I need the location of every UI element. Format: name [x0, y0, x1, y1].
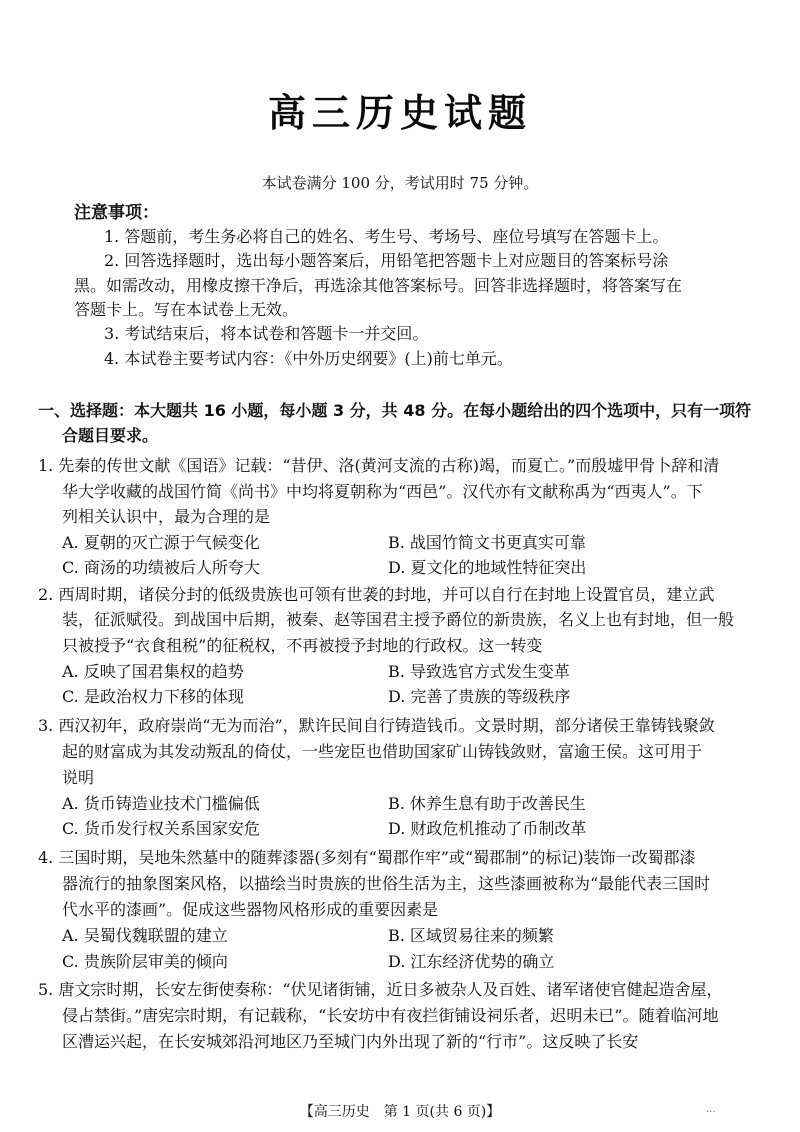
- question-2-option-c: C. 是政治权力下移的体现: [62, 687, 244, 706]
- question-1-option-a: A. 夏朝的灭亡源于气候变化: [62, 533, 260, 552]
- notice-line: 2. 回答选择题时，选出每小题答案后，用铅笔把答题卡上对应题目的答案标号涂: [104, 251, 669, 270]
- question-5-line: 侵占禁街。”唐宪宗时期，有记载称，“长安坊中有夜拦街铺设祠乐者，迟明未已”。随着临河地: [62, 1006, 719, 1025]
- question-1-line: 华大学收藏的战国竹简《尚书》中均将夏朝称为“西邑”。汉代亦有文献称禹为“西夷人”。下: [62, 482, 703, 501]
- question-2-option-a: A. 反映了国君集权的趋势: [62, 662, 244, 681]
- question-4-option-d: D. 江东经济优势的确立: [388, 952, 555, 971]
- question-2-option-b: B. 导致选官方式发生变革: [388, 662, 570, 681]
- notice-line: 答题卡上。写在本试卷上无效。: [74, 300, 299, 319]
- footer-mark: ...: [706, 1104, 716, 1115]
- notice-line: 4. 本试卷主要考试内容：《中外历史纲要》(上)前七单元。: [104, 349, 513, 368]
- question-3-line: 3. 西汉初年，政府崇尚“无为而治”，默许民间自行铸造钱币。文景时期，部分诸侯王靠铸钱聚敛: [38, 716, 715, 735]
- question-3-option-c: C. 货币发行权关系国家安危: [62, 819, 260, 838]
- notice-line: 3. 考试结束后，将本试卷和答题卡一并交回。: [104, 324, 429, 343]
- question-1-line: 1. 先秦的传世文献《国语》记载：“昔伊、洛(黄河支流的古称)竭，而夏亡。”而殷墟甲骨卜辞和清: [38, 456, 720, 475]
- question-3-line: 起的财富成为其发动叛乱的倚仗，一些宠臣也借助国家矿山铸钱敛财，富逾王侯。这可用于: [62, 742, 703, 761]
- question-4-line: 代水平的漆画”。促成这些器物风格形成的重要因素是: [62, 900, 439, 919]
- exam-title: 高三历史试题: [267, 91, 532, 135]
- question-1-line: 列相关认识中，最为合理的是: [62, 507, 271, 526]
- question-5-line: 5. 唐文宗时期，长安左街使奏称：“伏见诸街铺，近日多被杂人及百姓、诸军诸使官健起造舍屋，: [38, 980, 723, 999]
- question-3-option-a: A. 货币铸造业技术门槛偏低: [62, 794, 260, 813]
- question-1-option-c: C. 商汤的功绩被后人所夸大: [62, 558, 260, 577]
- notice-line: 黑。如需改动，用橡皮擦干净后，再选涂其他答案标号。回答非选择题时，将答案写在: [74, 276, 683, 295]
- question-4-line: 4. 三国时期，吴地朱然墓中的随葬漆器(多刻有“蜀郡作牢”或“蜀郡制”的标记)装饰一改蜀郡漆: [38, 848, 696, 867]
- question-5-line: 区漕运兴起，在长安城郊沿河地区乃至城门内外出现了新的“行市”。这反映了长安: [62, 1032, 639, 1051]
- section-heading: 一、选择题：本大题共 16 小题，每小题 3 分，共 48 分。在每小题给出的四个选项中，只有一项符: [38, 401, 752, 420]
- question-3-line: 说明: [62, 768, 95, 787]
- question-2-option-d: D. 完善了贵族的等级秩序: [388, 687, 571, 706]
- notice-heading: 注意事项：: [74, 203, 159, 223]
- question-1-option-b: B. 战国竹简文书更真实可靠: [388, 533, 586, 552]
- question-2-line: 只被授予“衣食租税”的征税权，不再被授予封地的行政权。这一转变: [62, 636, 543, 655]
- question-1-option-d: D. 夏文化的地域性特征突出: [388, 558, 587, 577]
- section-heading-cont: 合题目要求。: [62, 426, 159, 445]
- question-4-option-a: A. 吴蜀伐魏联盟的建立: [62, 926, 228, 945]
- question-2-line: 装，征派赋役。到战国中后期，被秦、赵等国君主授予爵位的新贵族，名义上也有封地，但一般: [62, 610, 735, 629]
- page-footer: 【高三历史 第 1 页(共 6 页)】: [299, 1104, 501, 1120]
- question-4-option-c: C. 贵族阶层审美的倾向: [62, 952, 228, 971]
- question-4-line: 器流行的抽象图案风格，以描绘当时贵族的世俗生活为主，这些漆画被称为“最能代表三国时: [62, 874, 711, 893]
- exam-subtitle: 本试卷满分 100 分，考试用时 75 分钟。: [261, 174, 539, 192]
- question-3-option-b: B. 休养生息有助于改善民生: [388, 794, 586, 813]
- question-3-option-d: D. 财政危机推动了币制改革: [388, 819, 587, 838]
- question-4-option-b: B. 区域贸易往来的频繁: [388, 926, 554, 945]
- question-2-line: 2. 西周时期，诸侯分封的低级贵族也可领有世袭的封地，并可以自行在封地上设置官员，建立武: [38, 585, 715, 604]
- notice-line: 1. 答题前，考生务必将自己的姓名、考生号、考场号、座位号填写在答题卡上。: [104, 227, 669, 246]
